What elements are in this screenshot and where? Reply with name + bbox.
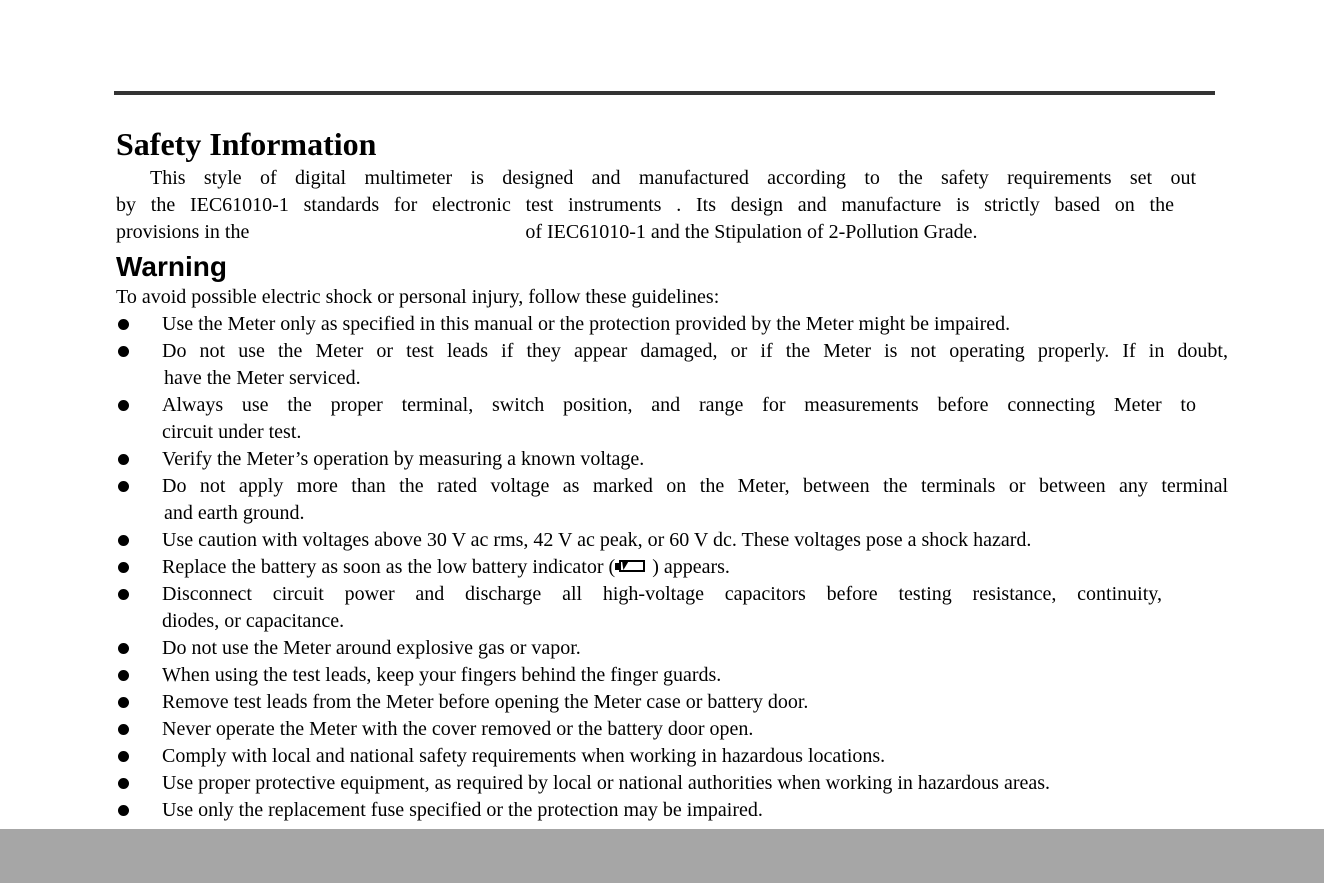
list-item-text: Use the Meter only as specified in this manual or the protection provided by the Meter might be impaired. [162, 313, 1011, 335]
bullet-icon [118, 346, 129, 357]
list-item-text-line-1: Do not apply more than the rated voltage as marked on the Meter, between the terminals or between any terminal [162, 475, 1228, 497]
warning-heading: Warning [116, 251, 227, 282]
list-item [116, 797, 1228, 824]
list-item-text-line-2: circuit under test. [162, 421, 302, 443]
battery-text-after: ) appears. [652, 556, 730, 578]
bullet-icon [118, 697, 129, 708]
list-item-text: Use proper protective equipment, as required by local or national authorities when working in hazardous areas. [162, 772, 1051, 794]
list-item [116, 473, 1228, 527]
list-item-text: Comply with local and national safety requirements when working in hazardous locations. [162, 745, 886, 767]
intro-paragraph-line-3 [116, 219, 1196, 246]
bullet-icon [118, 751, 129, 762]
bullet-icon [118, 535, 129, 546]
list-item-text: When using the test leads, keep your fingers behind the finger guards. [162, 664, 722, 686]
bullet-icon [118, 670, 129, 681]
bullet-icon [118, 400, 129, 411]
bullet-icon [118, 589, 129, 600]
list-item [116, 716, 1228, 743]
page-title: Safety Information [116, 126, 377, 162]
footer-band [0, 829, 1324, 883]
bullet-icon [118, 724, 129, 735]
list-item [116, 338, 1228, 392]
list-item-text: Use only the replacement fuse specified or the protection may be impaired. [162, 799, 763, 821]
list-item [116, 446, 1228, 473]
low-battery-icon [615, 559, 647, 575]
list-item [116, 743, 1228, 770]
bullet-icon [118, 454, 129, 465]
bullet-icon [118, 805, 129, 816]
list-item-text: Remove test leads from the Meter before opening the Meter case or battery door. [162, 691, 809, 713]
list-item [116, 662, 1228, 689]
list-item-text [162, 554, 1228, 581]
list-item [116, 581, 1228, 635]
list-item-text-line-1: Always use the proper terminal, switch position, and range for measurements before connecting Meter to [162, 394, 1196, 416]
list-item [116, 554, 1228, 581]
intro-paragraph-line-2: by the IEC61010-1 standards for electronic test instruments . Its design and manufacture is strictly based on the [116, 194, 1174, 216]
list-item [116, 311, 1228, 338]
battery-text-before: Replace the battery as soon as the low battery indicator ( [162, 556, 616, 578]
guidelines-list [116, 311, 1228, 824]
list-item-text: Do not use the Meter around explosive gas or vapor. [162, 637, 581, 659]
bullet-icon [118, 778, 129, 789]
list-item-text: Verify the Meter’s operation by measuring a known voltage. [162, 448, 645, 470]
bullet-icon [118, 481, 129, 492]
list-item-text-line-2: and earth ground. [164, 502, 305, 524]
list-item-text-line-2: diodes, or capacitance. [162, 610, 345, 632]
list-item-text-line-2: have the Meter serviced. [164, 367, 361, 389]
intro-paragraph-line-1: This style of digital multimeter is designed and manufactured according to the safety requirements set out [150, 167, 1196, 189]
list-item-text-line-1: Do not use the Meter or test leads if they appear damaged, or if the Meter is not operating properly. If in doubt, [162, 340, 1228, 362]
list-item [116, 689, 1228, 716]
bullet-icon [118, 319, 129, 330]
list-item-text: Use caution with voltages above 30 V ac rms, 42 V ac peak, or 60 V dc. These voltages pose a shock hazard. [162, 529, 1032, 551]
list-item [116, 392, 1228, 446]
intro-line-3-start: provisions in the [116, 221, 250, 243]
bullet-icon [118, 643, 129, 654]
list-item-text: Never operate the Meter with the cover removed or the battery door open. [162, 718, 754, 740]
top-divider [114, 91, 1215, 95]
list-item [116, 635, 1228, 662]
bullet-icon [118, 562, 129, 573]
list-item-text-line-1: Disconnect circuit power and discharge all high-voltage capacitors before testing resistance, continuity, [162, 583, 1162, 605]
warning-intro: To avoid possible electric shock or personal injury, follow these guidelines: [116, 286, 720, 308]
list-item [116, 527, 1228, 554]
intro-line-3-end: of IEC61010-1 and the Stipulation of 2-Pollution Grade. [525, 221, 978, 243]
list-item [116, 770, 1228, 797]
